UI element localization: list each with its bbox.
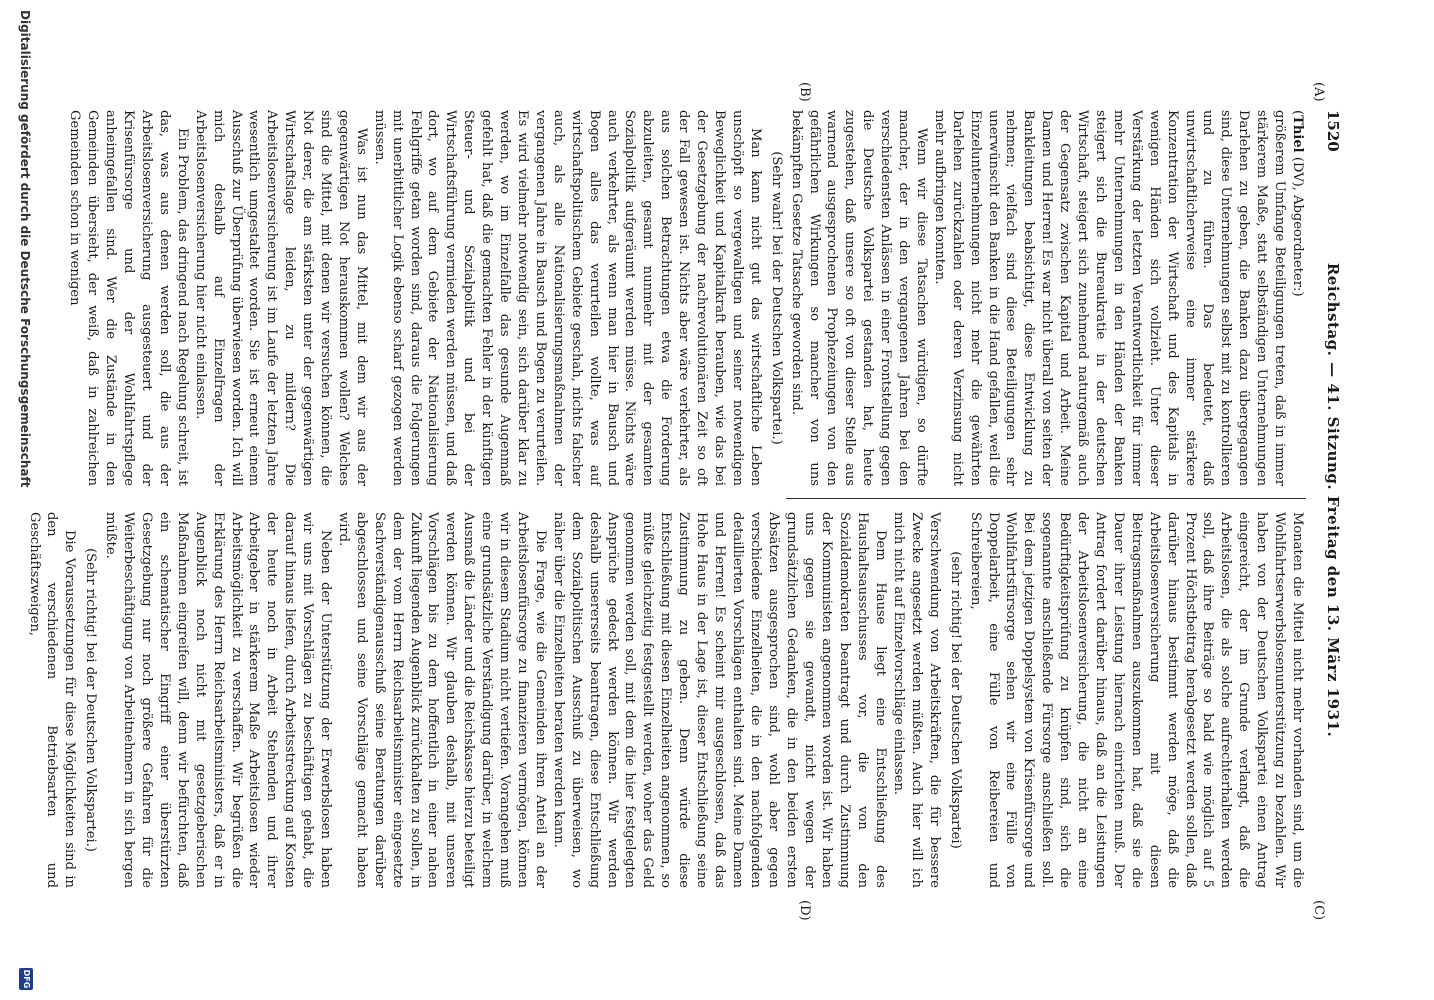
speaker-name: Thiel [1290, 115, 1305, 153]
margin-marker-c: (C) [1311, 900, 1326, 921]
interjection: (sehr richtig! bei der Deutschen Volkspartei) [947, 551, 963, 849]
paragraph: Was ist nun das Mittel, mit dem wir aus der gegenwärtigen Not herauskommen wollen? Welches sind die Mittel, mit denen wir versuchen können, die Not derer, die am stärksten unter der gegenwärtigen Wirtschaftslage leiden, zu mildern? Die Arbeitslosenversicherung ist im Laufe der letzten Jahre wesentlich umgestaltet worden. Sie ist erneut einem Ausschuß zur Überprüfung überwiesen worden. Ich will mich deshalb auf Einzelfragen der Arbeitslosenversicherung hier nicht einlassen. [192, 110, 369, 486]
margin-marker-b: (B) [797, 82, 812, 102]
margin-marker-a: (A) [1311, 82, 1326, 102]
speaker-party: (DV), Abgeordneter:) [1290, 156, 1305, 297]
right-column [26, 512, 1306, 888]
paragraph: Monaten die Mittel nicht mehr vorhanden sind, um die Wohlfahrtserwerbslosenunterstützung zu bezahlen. Wir haben von der Deutschen Volkspartei einen Antrag eingereicht, der im Grunde verlangt, daß die Arbeitslosen, die als solche aufrechterhalten werden soll, daß ihre Beiträge so bald wie möglich auf 5 Prozent Höchstbeitrag herabgesetzt werden sollen, daß darüber hinaus bestimmt werden möge, daß die Arbeitslosenversicherung mit diesen Beitragsmaßnahmen auszukommen hat, daß sie die Dauer ihrer Leistung hiernach einrichten muß. Der Antrag fordert darüber hinaus, daß an die Leistungen der Arbeitslosenversicherung, die nicht an eine Bedürftigkeitsprüfung zu knüpfen sind, sich die sogenannte anschließende Fürsorge anschließen soll. Bei dem jetzigen Doppelsystem von Krisenfürsorge und Wohlfahrtsfürsorge sehen wir eine Fülle von Doppelarbeit, eine Fülle von Reibereien und Schreibereien, [967, 512, 1305, 888]
interjection: (Sehr richtig! bei der Deutschen Volkspartei.) [83, 548, 99, 852]
page-number: 1520 [1324, 110, 1342, 152]
speaker-line: (Thiel (DV), Abgeordneter:) [1290, 110, 1305, 297]
left-column [67, 110, 1306, 486]
digitization-credit [14, 0, 36, 1000]
paragraph: Die Voraussetzungen für diese Möglichkeiten sind in den verschiedenen Betriebsarten und Geschäftszweigen, [26, 512, 78, 888]
paragraph: größerem Umfange Beteiligungen treten, daß in immer stärkerem Maße, statt selbständigen Unternehmungen Darlehen zu geben, die Banken dazu übergegangen sind, diese Unternehmungen selbst mit zu kontrollieren und zu führen. Das bedeutet, daß unwirtschaftlicherweise eine immer stärkere Konzentration der Wirtschaft und des Kapitals in wenigen Händen sich vollzieht. Unter dieser Verstärkung der letzten Verantwortlichkeit für immer mehr Unternehmungen in den Händen der Banken steigert sich die Bureaukratie in der deutschen Wirtschaft, steigert sich zunehmend naturgemäß auch der Gegensatz zwischen Kapital und Arbeit. Meine Damen und Herren! Es war nicht überall von seiten der Bankleitungen beabsichtigt, diese Entwicklung zu nehmen; vielfach sind diese Beteiligungen sehr unerwünscht den Banken in die Hand gefallen, weil die Einzelunternehmungen nicht mehr die gewährten Darlehen zurückzahlen oder deren Verzinsung nicht mehr aufbringen konnten. [931, 110, 1288, 486]
column-divider [786, 498, 1306, 499]
dfg-logo-icon: DFG [19, 968, 33, 990]
margin-marker-d: (D) [797, 900, 812, 921]
paragraph: Die Frage, wie die Gemeinden ihren Anteil an der Arbeitslosenfürsorge zu finanzieren vermögen, können wir in diesem Stadium nicht vertiefen. Vorangehen muß eine grundsätzliche Verständigung darüber, in welchem Ausmaß die Länder und die Reichskasse hierzu beteiligt werden können. Wir glauben deshalb, mit unseren Vorschlägen bis zu dem hoffentlich in einer nahen Zukunft liegenden Augenblick zurückhalten zu sollen, in dem der vom Herrn Reichsarbeitsminister eingesetzte Sachverständigenausschuß seine Beratungen darüber abgeschlossen und seine Vorschläge gemacht haben wird. [335, 512, 548, 888]
running-title: Reichstag. — 41. Sitzung. Freitag den 13. März 1931. [1324, 262, 1342, 738]
paragraph: Dem Hause liegt eine Entschließung des Haushaltsausschusses vor, die von den Sozialdemokraten beantragt und durch Zustimmung der Kommunisten angenommen worden ist. Wir haben uns gegen sie gewandt, nicht wegen der grundsätzlichen Gedanken, die in den beiden ersten Absätzen ausgesprochen sind, wohl aber gegen verschiedene Einzelheiten, die in den nachfolgenden detaillierten Vorschlägen enthalten sind. Meine Damen und Herren! Es scheint mir ausgeschlossen, daß das Hohe Haus in der Lage ist, dieser Entschließung seine Zustimmung zu geben. Denn würde diese Entschließung mit diesen Einzelheiten angenommen, so müßte gleichzeitig festgestellt werden, woher das Geld genommen werden soll, mit dem die hier festgelegten Ansprüche gedeckt werden können. Wir werden deshalb unsererseits beantragen, diese Entschließung dem Sozialpolitischen Ausschuß zu überweisen, wo näher über die Einzelheiten beraten werden kann. [550, 512, 889, 888]
paragraph: Neben der Unterstützung der Erwerbslosen haben wir uns mit Vorschlägen zu beschäftigen gehabt, die darauf hinaus liefen, durch Arbeitsstreckung auf Kosten der heute noch in Arbeit Stehenden und ihrer Arbeitgeber in stärkerem Maße Arbeitslosen wieder Arbeitsmöglichkeit zu verschaffen. Wir begrüßen die Erklärung des Herrn Reichsarbeitsministers, daß er in Augenblick noch nicht mit gesetzgeberischen Maßnahmen eingreifen will, denn wir befürchten, daß ein schematischer Eingriff einer überstürzten Gesetzgebung nur noch größere Gefahren für die Weiterbeschäftigung von Arbeitnehmern in sich bergen müßte. [103, 512, 334, 888]
page-header [1316, 110, 1342, 890]
interjection: (Sehr wahr! bei der Deutschen Volkspartei.) [768, 151, 784, 445]
paragraph: Verschwendung von Arbeitskräften, die für bessere Zwecke angesetzt werden müßten. Auch hier will ich mich nicht auf Einzelvorschläge einlassen. [891, 512, 942, 888]
paragraph: Man kann nicht gut das wirtschaftliche Leben unschöpft so vergewaltigen und seiner notwendigen Beweglichkeit und Kapitalkraft berauben, wie das bei der Gesetzgebung der nachrevolutionären Zeit so oft der Fall gewesen ist. Nichts aber wäre verkehrter, als aus solchen Betrachtungen etwa die Forderung abzuleiten, gesamt nunmehr mit der gesamten Sozialpolitik aufgeräumt werden müsse. Nichts wäre auch verkehrter, als wenn man hier in Bausch und Bogen alles das verurteilen wollte, was auf wirtschaftspolitischem Gebiete geschah, nichts falscher auch, als alle Nationalisierungsmaßnahmen der vergangenen Jahre in Bausch und Bogen zu verurteilen. Es wird vielmehr notwendig sein, sich darüber klar zu werden, wo im Einzelfalle das gesunde Augenmaß gefehlt hat, daß die gemachten Fehler in der künftigen Steuer- und Sozialpolitik und bei der Wirtschaftsführung vermieden werden müssen, und daß dort, wo auf dem Gebiete der Nationalisierung Fehlgriffe getan worden sind, daraus die Folgerungen mit unerbittlicher Logik ebenso scharf gezogen werden müssen. [371, 110, 763, 486]
paragraph: Ein Problem, das dringend nach Regelung schreit, ist das, was aus denen werden soll, die aus der Arbeitslosenversicherung ausgesteuert und der Krisenfürsorge und der Wohlfahrtspflege anheimgefallen sind. Wer die Zustände in den Gemeinden übersieht, der weiß, daß in zahlreichen Gemeinden schon in wenigen [67, 110, 190, 486]
credit-text: Digitalisierung gefördert durch die Deutsche Forschungsgemeinschaft [18, 10, 32, 488]
paragraph: Wenn wir diese Tatsachen würdigen, so dürfte mancher, der in den vergangenen Jahren bei den verschiedensten Anlässen in einer Frontstellung gegen die Deutsche Volkspartei gestanden hat, heute zugestehen, daß unsere so oft von dieser Stelle aus warnend ausgesprochenen Prophezeiungen von den gefährlichen Wirkungen so mancher von uns bekämpften Gesetze Tatsache geworden sind. [788, 110, 929, 486]
